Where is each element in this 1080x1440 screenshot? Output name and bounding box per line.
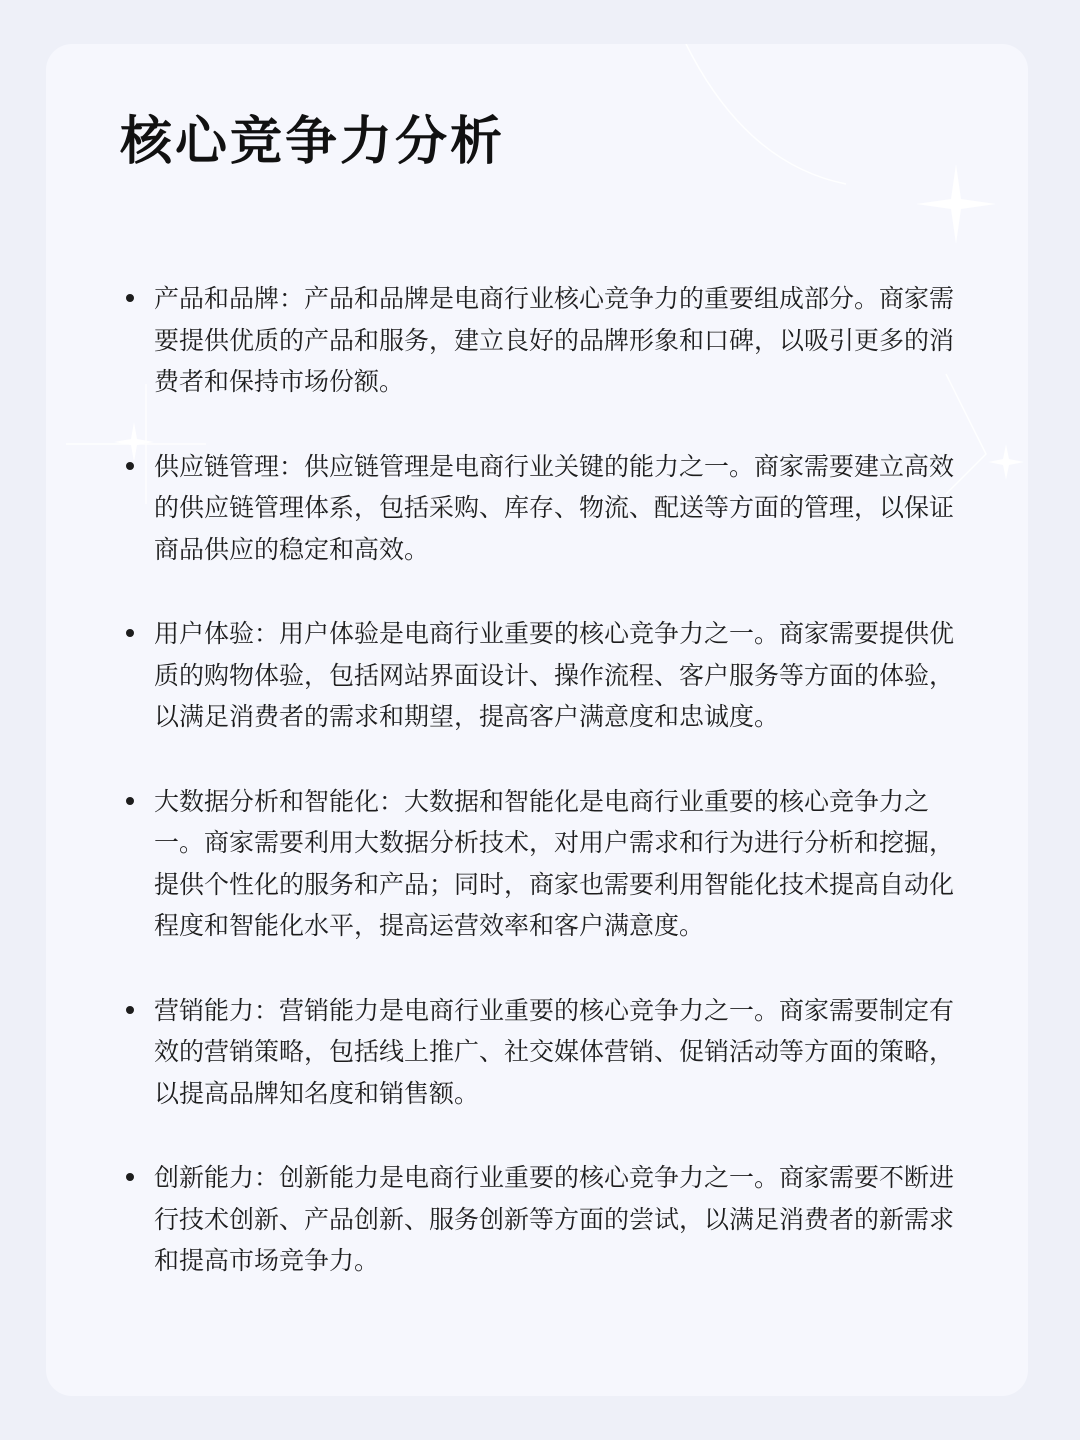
content-card	[46, 44, 1028, 1396]
list-item-text: 创新能力：创新能力是电商行业重要的核心竞争力之一。商家需要不断进行技术创新、产品创新、服务创新等方面的尝试，以满足消费者的新需求和提高市场竞争力。	[154, 1163, 955, 1275]
bullet-icon	[126, 1173, 134, 1181]
list-item	[154, 781, 956, 947]
list-item	[154, 1157, 956, 1282]
bullet-icon	[126, 1006, 134, 1014]
bullet-icon	[126, 462, 134, 470]
list-item-text: 供应链管理：供应链管理是电商行业关键的能力之一。商家需要建立高效的供应链管理体系，包括采购、库存、物流、配送等方面的管理，以保证商品供应的稳定和高效。	[154, 451, 955, 564]
list-item	[154, 446, 956, 571]
bullet-icon	[126, 797, 134, 805]
list-item-text: 产品和品牌：产品和品牌是电商行业核心竞争力的重要组成部分。商家需要提供优质的产品和服务，建立良好的品牌形象和口碑，以吸引更多的消费者和保持市场份额。	[154, 284, 955, 396]
list-item-text: 用户体验：用户体验是电商行业重要的核心竞争力之一。商家需要提供优质的购物体验，包括网站界面设计、操作流程、客户服务等方面的体验，以满足消费者的需求和期望，提高客户满意度和忠诚度。	[154, 619, 955, 731]
page-title: 核心竞争力分析	[120, 112, 506, 172]
list-item-text: 大数据分析和智能化：大数据和智能化是电商行业重要的核心竞争力之一。商家需要利用大数据分析技术，对用户需求和行为进行分析和挖掘，提供个性化的服务和产品；同时，商家也需要利用智能化技术提高自动化程度和智能化水平，提高运营效率和客户满意度。	[154, 786, 955, 940]
list-item	[154, 278, 956, 403]
competency-list	[154, 278, 956, 1325]
list-item	[154, 990, 956, 1115]
bullet-icon	[126, 629, 134, 637]
bullet-icon	[126, 294, 134, 302]
list-item	[154, 613, 956, 738]
list-item-text: 营销能力：营销能力是电商行业重要的核心竞争力之一。商家需要制定有效的营销策略，包括线上推广、社交媒体营销、促销活动等方面的策略，以提高品牌知名度和销售额。	[154, 995, 955, 1108]
